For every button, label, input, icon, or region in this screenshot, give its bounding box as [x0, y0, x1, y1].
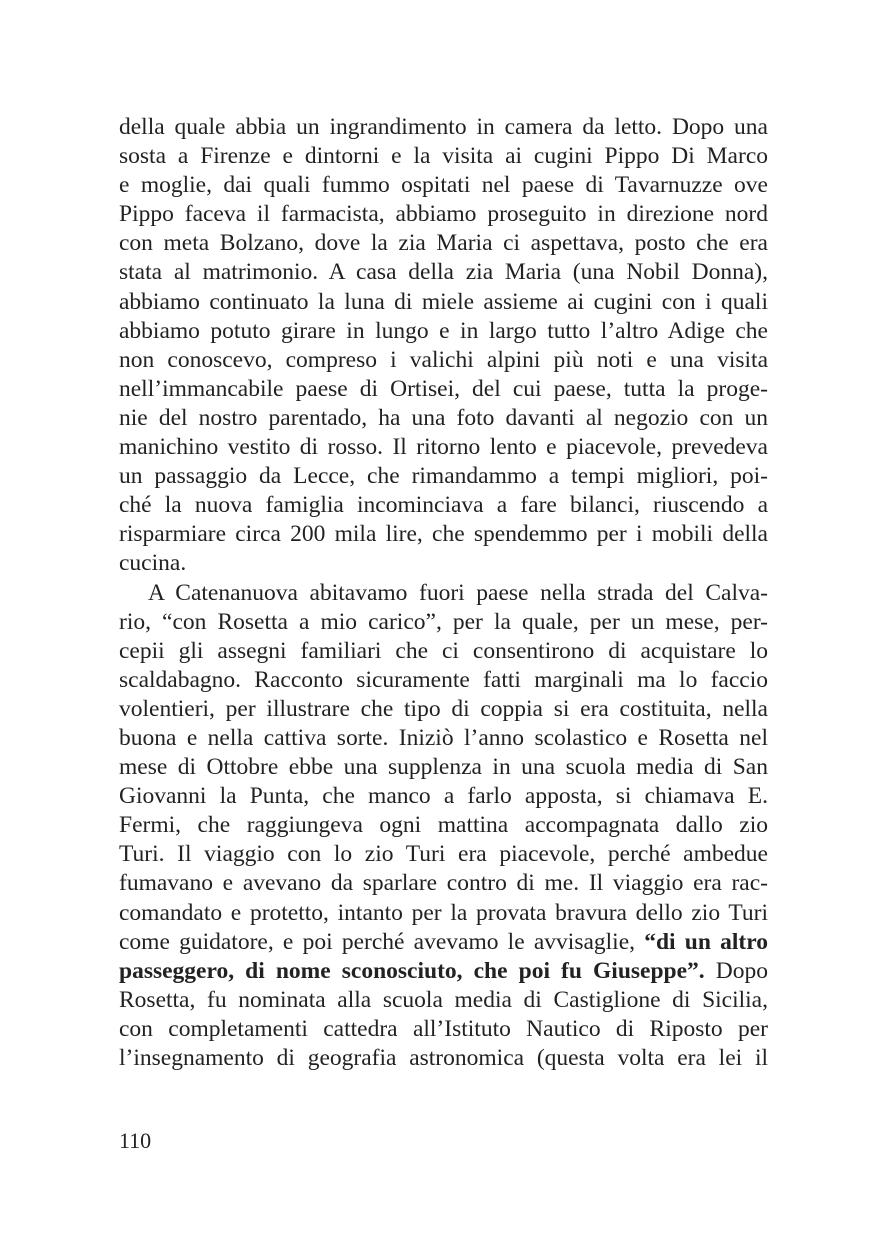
bold-quote-end: passeggero, di nome sconosciuto, che poi fu Giuseppe”. — [119, 957, 705, 984]
text-line: cucina. — [119, 550, 187, 577]
bold-quote-start: “di un altro — [644, 928, 768, 955]
text-line: rio, “con Rosetta a mio carico”, per la quale, per un mese, per- — [119, 608, 768, 635]
text-line: risparmiare circa 200 mila lire, che spendemmo per i mobili della — [119, 521, 768, 548]
text-line: A Catenanuova abitavamo fuori paese nella strada del Calva- — [148, 579, 768, 606]
text-line: abbiamo continuato la luna di miele assieme ai cugini con i quali — [119, 288, 768, 315]
text-line: Giovanni la Punta, che manco a farlo apposta, si chiamava E. — [119, 783, 768, 810]
text-line-mixed — [119, 957, 768, 986]
text-line: Rosetta, fu nominata alla scuola media di Castiglione di Sicilia, — [119, 986, 768, 1013]
text-line: sosta a Firenze e dintorni e la visita ai cugini Pippo Di Marco — [119, 143, 768, 170]
text-line: non conoscevo, compreso i valichi alpini più noti e una visita — [119, 346, 768, 373]
text-line: Fermi, che raggiungeva ogni mattina accompagnata dallo zio — [119, 812, 768, 839]
text-line: con completamenti cattedra all’Istituto Nautico di Riposto per — [119, 1015, 768, 1042]
plain-text: come guidatore, e poi perché avevamo le avvisaglie, — [119, 928, 645, 955]
plain-text: Dopo — [704, 957, 768, 984]
text-line: cepii gli assegni familiari che ci consentirono di acquistare lo — [119, 637, 768, 664]
text-line: e moglie, dai quali fummo ospitati nel paese di Tavarnuzze ove — [119, 172, 768, 199]
text-line: con meta Bolzano, dove la zia Maria ci aspettava, posto che era — [119, 230, 768, 257]
text-line: ché la nuova famiglia incominciava a fare bilanci, riuscendo a — [119, 492, 768, 519]
text-line: volentieri, per illustrare che tipo di coppia si era costituita, nella — [119, 695, 768, 722]
text-line: l’insegnamento di geografia astronomica (questa volta era lei il — [119, 1045, 768, 1071]
text-line: stata al matrimonio. A casa della zia Maria (una Nobil Donna), — [119, 259, 768, 286]
text-line: della quale abbia un ingrandimento in camera da letto. Dopo una — [119, 114, 768, 140]
text-line-mixed — [119, 928, 768, 957]
text-line: nie del nostro parentado, ha una foto davanti al negozio con un — [119, 404, 768, 431]
page-number: 110 — [119, 1128, 152, 1153]
text-line: comandato e protetto, intanto per la provata bravura dello zio Turi — [119, 899, 768, 926]
text-line: mese di Ottobre ebbe una supplenza in una scuola media di San — [119, 754, 768, 781]
text-line: Pippo faceva il farmacista, abbiamo proseguito in direzione nord — [119, 201, 768, 228]
text-line: un passaggio da Lecce, che rimandammo a tempi migliori, poi- — [119, 463, 768, 490]
text-line: buona e nella cattiva sorte. Iniziò l’anno scolastico e Rosetta nel — [119, 724, 768, 751]
text-line: abbiamo potuto girare in lungo e in largo tutto l’altro Adige che — [119, 317, 768, 344]
text-line: scaldabagno. Racconto sicuramente fatti marginali ma lo faccio — [119, 666, 768, 693]
text-line: fumavano e avevano da sparlare contro di me. Il viaggio era rac- — [119, 870, 768, 897]
text-line: nell’immancabile paese di Ortisei, del cui paese, tutta la proge- — [119, 375, 768, 402]
body-text — [119, 113, 768, 1073]
text-line: manichino vestito di rosso. Il ritorno lento e piacevole, prevedeva — [119, 434, 768, 461]
text-line: Turi. Il viaggio con lo zio Turi era piacevole, perché ambedue — [119, 841, 768, 868]
